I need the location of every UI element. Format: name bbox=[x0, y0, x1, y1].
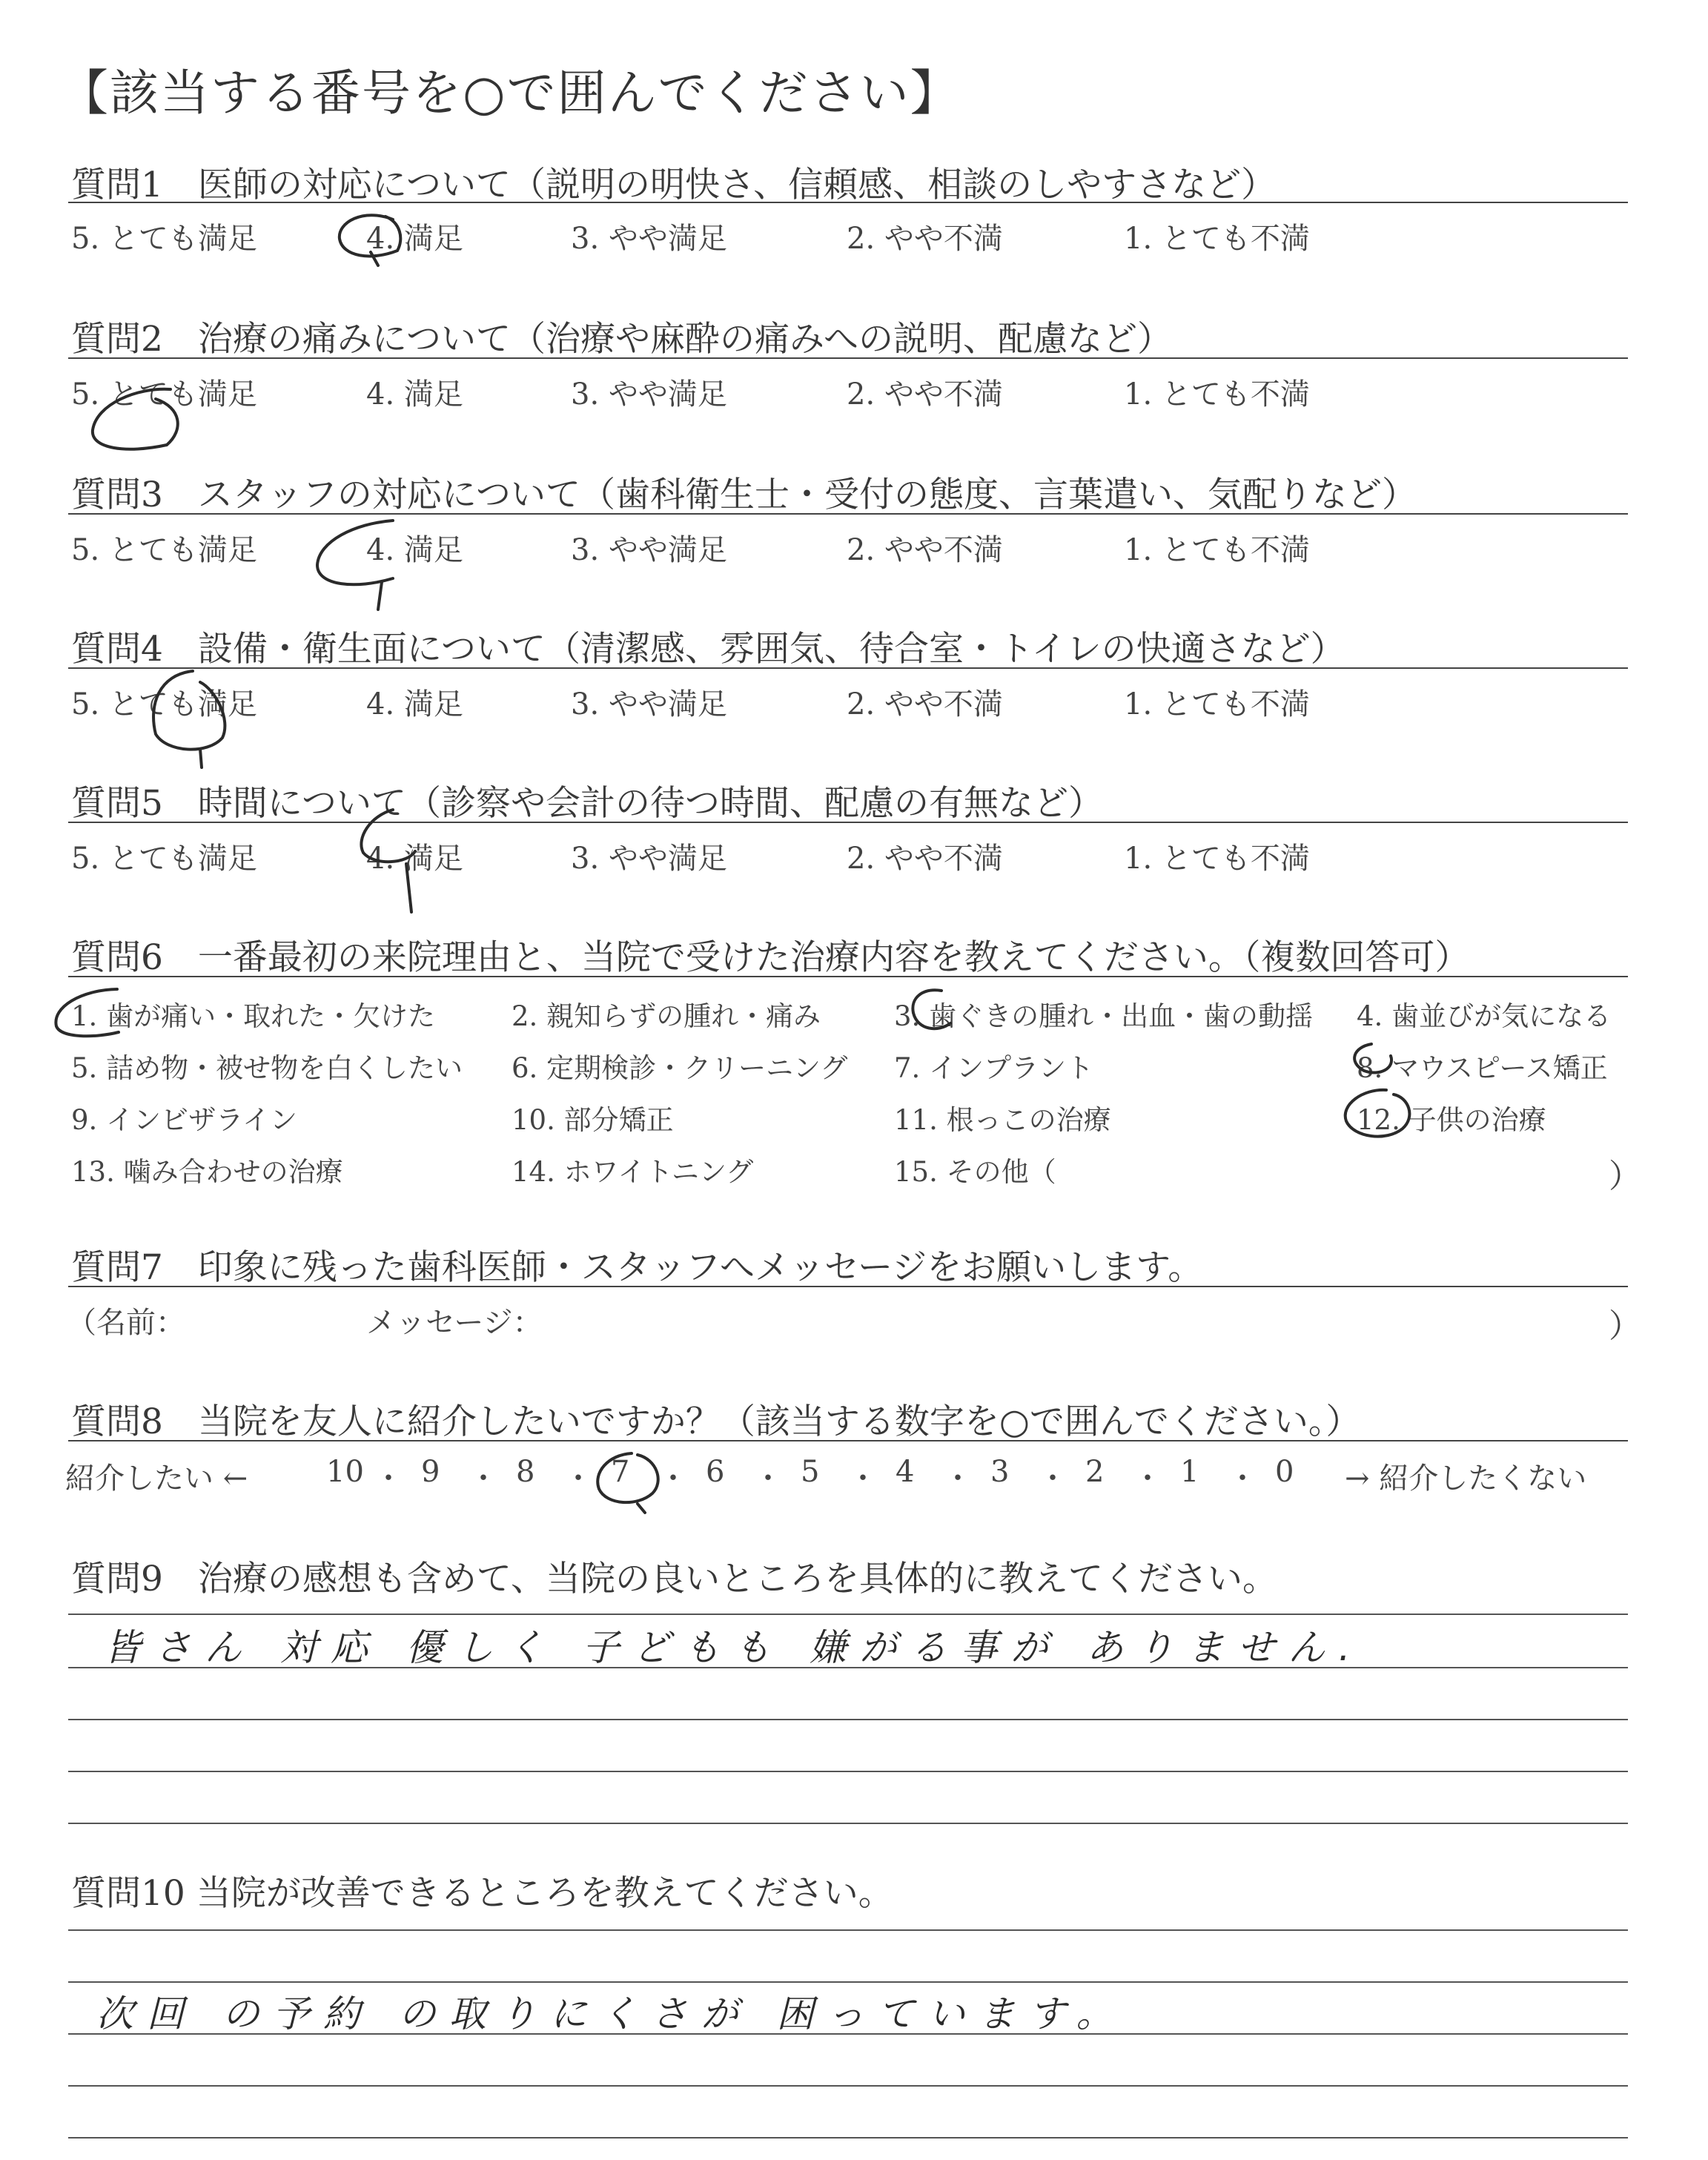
question-9-title: 質問9 治療の感想も含めて、当院の良いところを具体的に教えてください。 bbox=[71, 1559, 1277, 1599]
q8-scale-separator: ・ bbox=[1133, 1462, 1162, 1496]
q9-handwritten-answer[interactable]: 皆さん 対応 優しく 子どもも 嫌がる事が ありません. bbox=[104, 1626, 1364, 1669]
q1-option-3[interactable]: 3. やや満足 bbox=[571, 222, 727, 256]
q5-option-4[interactable]: 4. 満足 bbox=[366, 842, 463, 876]
q8-left-label: 紹介したい ← bbox=[65, 1462, 248, 1496]
q8-scale-value-10[interactable]: 10 bbox=[326, 1455, 364, 1489]
question-1-title: 質問1 医師の対応について（説明の明快さ、信頼感、相談のしやすさなど） bbox=[71, 165, 1277, 205]
q7-name-label: （名前： bbox=[67, 1306, 185, 1340]
q5-option-1[interactable]: 1. とても不満 bbox=[1124, 842, 1310, 876]
q4-option-3[interactable]: 3. やや満足 bbox=[571, 687, 727, 721]
q8-scale-value-1[interactable]: 1 bbox=[1180, 1455, 1199, 1489]
question-10-title: 質問10 当院が改善できるところを教えてください。 bbox=[71, 1873, 893, 1914]
q4-option-5[interactable]: 5. とても満足 bbox=[71, 687, 257, 721]
q1-selection-circle bbox=[340, 215, 400, 265]
q8-scale-separator: ・ bbox=[563, 1462, 593, 1496]
q6-other-close-paren: ） bbox=[1609, 1157, 1641, 1195]
q2-option-5[interactable]: 5. とても満足 bbox=[71, 377, 257, 412]
q3-option-5[interactable]: 5. とても満足 bbox=[71, 533, 257, 567]
q6-selection-circle-12 bbox=[1345, 1090, 1410, 1137]
q8-scale-separator: ・ bbox=[753, 1462, 783, 1496]
q3-option-3[interactable]: 3. やや満足 bbox=[571, 533, 727, 567]
q8-scale-separator: ・ bbox=[848, 1462, 878, 1496]
q8-scale-separator: ・ bbox=[1038, 1462, 1068, 1496]
question-4-title: 質問4 設備・衛生面について（清潔感、雰囲気、待合室・トイレの快適さなど） bbox=[71, 629, 1345, 670]
q1-option-5[interactable]: 5. とても満足 bbox=[71, 222, 257, 256]
q8-scale-value-9[interactable]: 9 bbox=[421, 1455, 440, 1489]
q8-scale-value-5[interactable]: 5 bbox=[801, 1455, 820, 1489]
q6-option-8[interactable]: 8. マウスピース矯正 bbox=[1357, 1052, 1608, 1084]
q8-selection-circle bbox=[598, 1453, 658, 1513]
q8-scale-value-2[interactable]: 2 bbox=[1085, 1455, 1105, 1489]
q8-scale-value-4[interactable]: 4 bbox=[896, 1455, 915, 1489]
q8-scale-separator: ・ bbox=[1228, 1462, 1257, 1496]
q2-selection-circle bbox=[93, 389, 178, 449]
q6-option-12[interactable]: 12. 子供の治療 bbox=[1357, 1104, 1546, 1136]
question-8-title: 質問8 当院を友人に紹介したいですか？（該当する数字を○で囲んでください。） bbox=[71, 1401, 1361, 1442]
q2-option-3[interactable]: 3. やや満足 bbox=[571, 377, 727, 412]
q1-option-2[interactable]: 2. やや不満 bbox=[847, 222, 1003, 256]
q7-message-label: メッセージ： bbox=[366, 1306, 543, 1340]
q6-option-3[interactable]: 3. 歯ぐきの腫れ・出血・歯の動揺 bbox=[894, 1000, 1314, 1032]
q3-selection-circle bbox=[317, 521, 393, 610]
q6-option-9[interactable]: 9. インビザライン bbox=[71, 1104, 297, 1136]
q3-option-4[interactable]: 4. 満足 bbox=[366, 533, 463, 567]
q2-option-4[interactable]: 4. 満足 bbox=[366, 377, 463, 412]
q6-selection-circle-8 bbox=[1354, 1044, 1391, 1073]
q7-close-paren: ） bbox=[1609, 1307, 1641, 1345]
q8-scale-value-6[interactable]: 6 bbox=[706, 1455, 725, 1489]
q6-option-14[interactable]: 14. ホワイトニング bbox=[512, 1156, 754, 1188]
q5-option-3[interactable]: 3. やや満足 bbox=[571, 842, 727, 876]
q8-scale-value-3[interactable]: 3 bbox=[990, 1455, 1010, 1489]
q6-option-15[interactable]: 15. その他（ bbox=[894, 1156, 1056, 1188]
q5-option-2[interactable]: 2. やや不満 bbox=[847, 842, 1003, 876]
q6-option-7[interactable]: 7. インプラント bbox=[894, 1052, 1094, 1084]
q6-option-13[interactable]: 13. 噛み合わせの治療 bbox=[71, 1156, 343, 1188]
q8-scale-separator: ・ bbox=[469, 1462, 498, 1496]
q8-scale-value-8[interactable]: 8 bbox=[516, 1455, 535, 1489]
q8-right-label: → 紹介したくない bbox=[1345, 1462, 1587, 1496]
q1-option-4[interactable]: 4. 満足 bbox=[366, 222, 463, 256]
q8-scale-separator: ・ bbox=[374, 1462, 403, 1496]
q4-option-2[interactable]: 2. やや不満 bbox=[847, 687, 1003, 721]
q6-option-6[interactable]: 6. 定期検診・クリーニング bbox=[512, 1052, 848, 1084]
q4-option-1[interactable]: 1. とても不満 bbox=[1124, 687, 1310, 721]
question-7-title: 質問7 印象に残った歯科医師・スタッフへメッセージをお願いします。 bbox=[71, 1247, 1203, 1288]
question-5-title: 質問5 時間について（診察や会計の待つ時間、配慮の有無など） bbox=[71, 783, 1103, 824]
q5-option-5[interactable]: 5. とても満足 bbox=[71, 842, 257, 876]
q6-option-5[interactable]: 5. 詰め物・被せ物を白くしたい bbox=[71, 1052, 463, 1084]
q3-option-2[interactable]: 2. やや不満 bbox=[847, 533, 1003, 567]
q3-option-1[interactable]: 1. とても不満 bbox=[1124, 533, 1310, 567]
q6-selection-circle-3 bbox=[913, 990, 950, 1028]
q6-option-11[interactable]: 11. 根っこの治療 bbox=[894, 1104, 1111, 1136]
q8-scale-separator: ・ bbox=[943, 1462, 973, 1496]
q6-selection-circle-1 bbox=[56, 989, 119, 1036]
q1-option-1[interactable]: 1. とても不満 bbox=[1124, 222, 1310, 256]
question-6-title: 質問6 一番最初の来院理由と、当院で受けた治療内容を教えてください。（複数回答可） bbox=[71, 937, 1470, 978]
q2-option-2[interactable]: 2. やや不満 bbox=[847, 377, 1003, 412]
q4-option-4[interactable]: 4. 満足 bbox=[366, 687, 463, 721]
q10-handwritten-answer[interactable]: 次回 の予約 の取りにくさが 困っています。 bbox=[96, 1992, 1127, 2035]
page-title: 【該当する番号を○で囲んでください】 bbox=[59, 65, 961, 122]
question-2-title: 質問2 治療の痛みについて（治療や麻酔の痛みへの説明、配慮など） bbox=[71, 319, 1173, 360]
q6-option-10[interactable]: 10. 部分矯正 bbox=[512, 1104, 674, 1136]
q6-option-4[interactable]: 4. 歯並びが気になる bbox=[1357, 1000, 1612, 1032]
q6-option-1[interactable]: 1. 歯が痛い・取れた・欠けた bbox=[71, 1000, 436, 1032]
q6-option-2[interactable]: 2. 親知らずの腫れ・痛み bbox=[512, 1000, 821, 1032]
q5-selection-circle bbox=[361, 810, 415, 912]
q8-scale-value-7[interactable]: 7 bbox=[611, 1455, 630, 1489]
q2-option-1[interactable]: 1. とても不満 bbox=[1124, 377, 1310, 412]
q8-scale-value-0[interactable]: 0 bbox=[1275, 1455, 1294, 1489]
q4-selection-circle bbox=[153, 671, 225, 767]
question-3-title: 質問3 スタッフの対応について（歯科衛生士・受付の態度、言葉遣い、気配りなど） bbox=[71, 475, 1417, 515]
q8-scale-separator: ・ bbox=[658, 1462, 688, 1496]
